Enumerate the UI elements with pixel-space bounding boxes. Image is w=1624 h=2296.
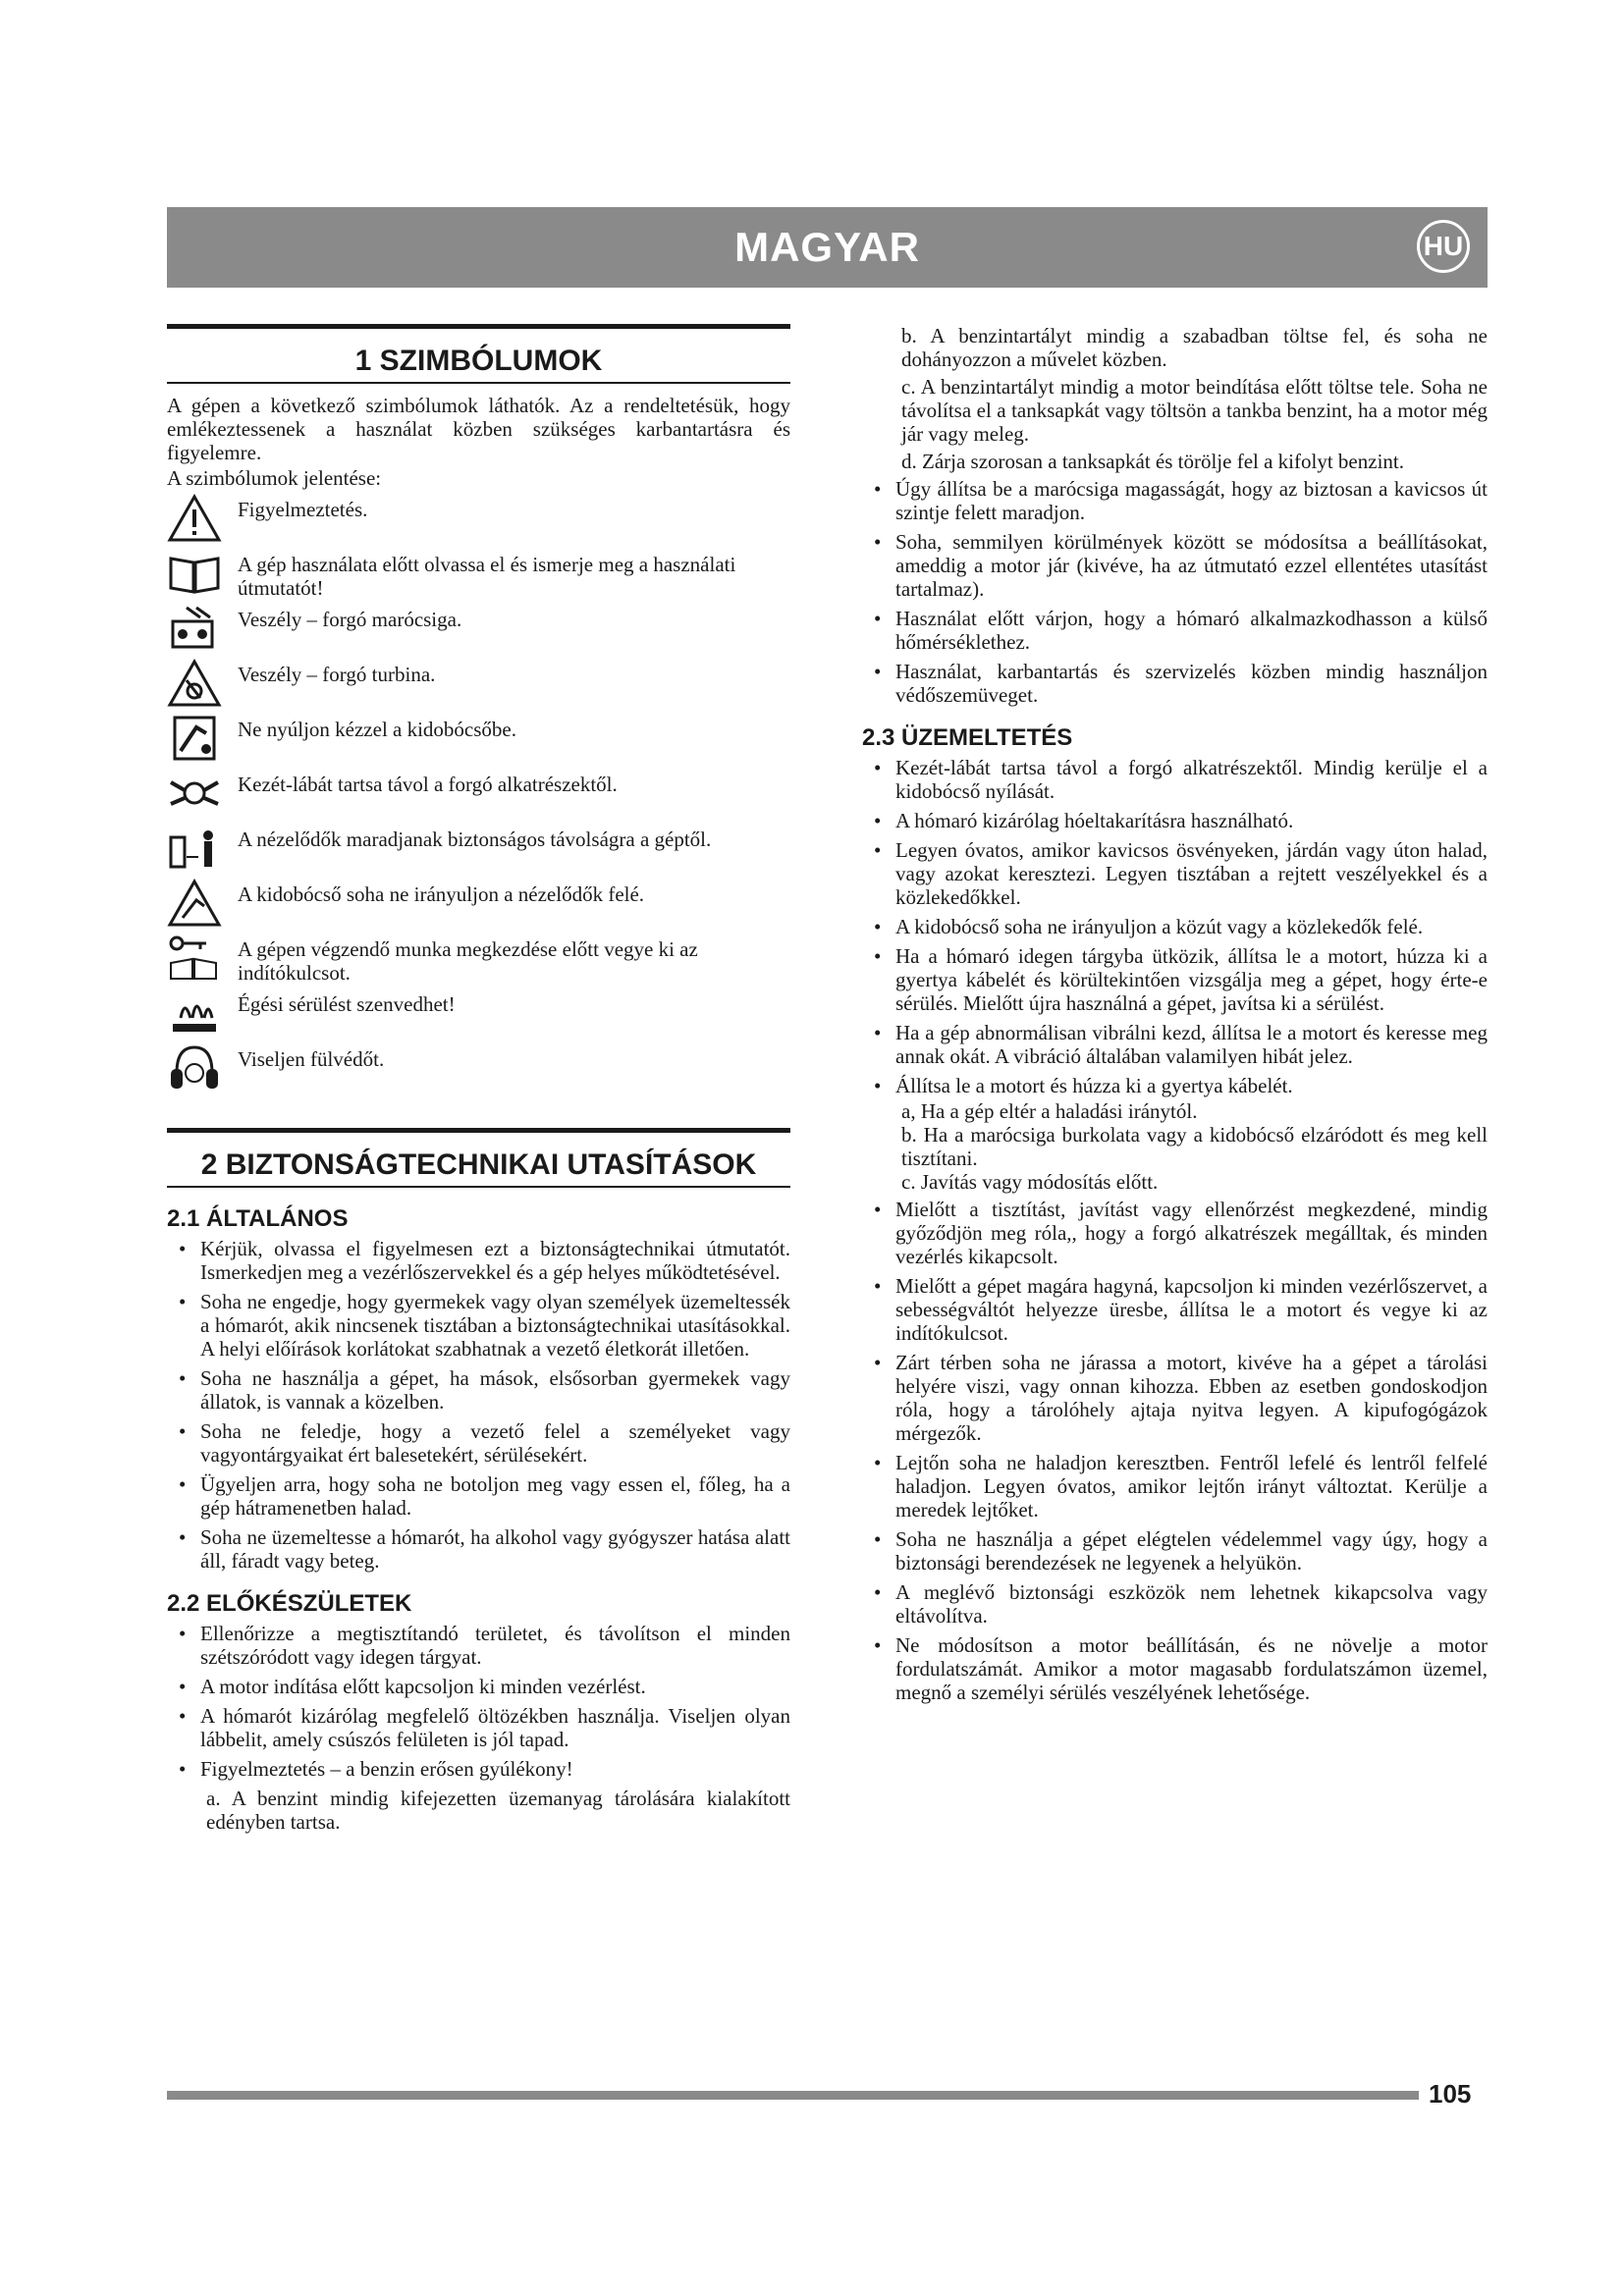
list-item: • Ha a hómaró idegen tárgyba ütközik, állítsa le a motort, húzza ki a gyertya kábelét és körültekintően vizsgálja meg a gépet, hogy érte-e sérülés. Mielőtt újra használná a gépet, javítsa ki a sérülést. bbox=[874, 944, 1488, 1015]
page-title: MAGYAR bbox=[734, 224, 920, 270]
bystander-distance-icon bbox=[167, 824, 222, 873]
list-item: • Soha ne használja a gépet elégtelen védelemmel vagy úgy, hogy a biztonsági berendezések ne legyenek a helyükön. bbox=[874, 1527, 1488, 1575]
list-item: • Soha, semmilyen körülmények között se módosítsa a beállításokat, ameddig a motor jár (kivéve, ha az útmutató ezzel ellentétes utasítást tartalmaz). bbox=[874, 530, 1488, 601]
rotating-auger-icon bbox=[167, 604, 222, 653]
symbol-row bbox=[167, 879, 790, 930]
language-badge: HU bbox=[1417, 220, 1470, 273]
preparations-list bbox=[167, 1622, 790, 1781]
symbol-row bbox=[167, 659, 790, 710]
list-item: • A kidobócső soha ne irányuljon a közút vagy a közlekedők felé. bbox=[874, 915, 1424, 938]
header-banner bbox=[167, 207, 1488, 288]
symbol-row bbox=[167, 824, 790, 875]
symbols-intro: A gépen a következő szimbólumok láthatók. Az a rendeltetésük, hogy emlékeztessenek a használat közben szükséges karbantartásra és figyelemre. bbox=[167, 394, 790, 464]
list-item: • Állítsa le a motort és húzza ki a gyertya kábelét. bbox=[874, 1074, 1293, 1097]
list-item: • Használat, karbantartás és szervizelés közben mindig használjon védőszemüveget. bbox=[874, 660, 1488, 707]
list-item: • A hómarót kizárólag megfelelő öltözékben használja. Viseljen olyan lábbelit, amely csúszós felületen is jól tapad. bbox=[179, 1704, 790, 1751]
list-item: • A meglévő biztonsági eszközök nem lehetnek kikapcsolva vagy eltávolítva. bbox=[874, 1580, 1488, 1628]
list-item: • A hómaró kizárólag hóeltakarításra használható. bbox=[874, 809, 1294, 832]
stop-sub-item: b. Ha a marócsiga burkolata vagy a kidobócső elzáródott és meg kell tisztítani. bbox=[901, 1123, 1488, 1170]
list-item: • Ne módosítson a motor beállításán, és ne növelje a motor fordulatszámát. Amikor a motor magasabb fordulatszámon üzemel, megnő a személyi sérülés veszélyének lehetősége. bbox=[874, 1633, 1488, 1704]
fuel-sub-item: b. A benzintartályt mindig a szabadban töltse fel, és soha ne dohányozzon a művelet közben. bbox=[901, 324, 1488, 371]
list-item: • Kérjük, olvassa el figyelmesen ezt a biztonságtechnikai útmutatót. Ismerkedjen meg a vezérlőszervekkel és a gép helyes működtetésével. bbox=[179, 1237, 790, 1284]
section-2-3-heading: 2.3 ÜZEMELTETÉS bbox=[862, 724, 1073, 751]
footer-rule bbox=[167, 2091, 1419, 2100]
symbol-row bbox=[167, 934, 790, 985]
symbol-text: A kidobócső soha ne irányuljon a nézelődők felé. bbox=[238, 882, 645, 906]
list-item: • A motor indítása előtt kapcsoljon ki minden vezérlést. bbox=[179, 1675, 646, 1698]
symbol-text: Égési sérülést szenvedhet! bbox=[238, 992, 456, 1016]
symbol-text: Ne nyúljon kézzel a kidobócsőbe. bbox=[238, 718, 516, 741]
symbol-text: Viseljen fülvédőt. bbox=[238, 1047, 385, 1071]
list-item: • Kezét-lábát tartsa távol a forgó alkatrészektől. Mindig kerülje el a kidobócső nyílását. bbox=[874, 756, 1488, 803]
symbol-text: A gépen végzendő munka megkezdése előtt vegye ki az indítókulcsot. bbox=[238, 937, 698, 985]
symbols-meaning-label: A szimbólumok jelentése: bbox=[167, 466, 382, 490]
section-2-1-heading: 2.1 ÁLTALÁNOS bbox=[167, 1205, 349, 1232]
stop-sub-item: a, Ha a gép eltér a haladási iránytól. bbox=[901, 1099, 1198, 1123]
warning-triangle-icon bbox=[167, 494, 222, 543]
page-number: 105 bbox=[1429, 2079, 1472, 2109]
operation-list bbox=[862, 756, 1488, 1097]
right-column bbox=[862, 324, 1488, 1710]
fuel-sub-item: d. Zárja szorosan a tanksapkát és törölje fel a kifolyt benzint. bbox=[901, 450, 1404, 473]
list-item: • Ellenőrizze a megtisztítandó területet, és távolítson el minden szétszóródott vagy idegen tárgyat. bbox=[179, 1622, 790, 1669]
stop-sub-item: c. Javítás vagy módosítás előtt. bbox=[901, 1170, 1159, 1194]
symbol-row bbox=[167, 494, 790, 545]
symbol-row bbox=[167, 549, 790, 600]
symbol-text: A gép használata előtt olvassa el és ismerje meg a használati útmutatót! bbox=[238, 553, 736, 600]
symbol-text: A nézelődők maradjanak biztonságos távolságra a géptől. bbox=[238, 828, 712, 851]
general-list bbox=[167, 1237, 790, 1573]
list-item: • Lejtőn soha ne haladjon keresztben. Fentről lefelé és lentről felfelé haladjon. Legyen óvatos, amikor lejtőn irányt változtat. Kerülje a meredek lejtőket. bbox=[874, 1451, 1488, 1522]
symbol-text: Veszély – forgó turbina. bbox=[238, 663, 436, 686]
hand-foot-rotating-icon bbox=[167, 769, 222, 818]
preparations-list-continued bbox=[862, 477, 1488, 707]
section-2-2-heading: 2.2 ELŐKÉSZÜLETEK bbox=[167, 1590, 412, 1617]
list-item: • Soha ne feledje, hogy a vezető felel a személyeket vagy vagyontárgyaikat ért balesetekért, sérülésekért. bbox=[179, 1419, 790, 1467]
list-item: • Használat előtt várjon, hogy a hómaró alkalmazkodhasson a külső hőmérséklethez. bbox=[874, 607, 1488, 654]
fuel-sub-item: c. A benzintartályt mindig a motor beindítása előtt töltse tele. Soha ne távolítsa el a tanksapkát vagy töltsön a tankba benzint, ha a motor még jár vagy meleg. bbox=[901, 375, 1488, 446]
operation-list-continued bbox=[862, 1198, 1488, 1704]
left-column bbox=[167, 324, 790, 1838]
fuel-sub-item: a. A benzint mindig kifejezetten üzemanyag tárolására kialakított edényben tartsa. bbox=[206, 1787, 790, 1834]
symbol-text: Kezét-lábát tartsa távol a forgó alkatrészektől. bbox=[238, 773, 618, 796]
ignition-key-icon bbox=[167, 934, 222, 983]
section-2-heading: 2 BIZTONSÁGTECHNIKAI UTASÍTÁSOK bbox=[167, 1128, 790, 1188]
symbol-row bbox=[167, 1043, 790, 1095]
symbol-row bbox=[167, 604, 790, 655]
list-item: • Figyelmeztetés – a benzin erősen gyúlékony! bbox=[179, 1757, 573, 1781]
list-item: • Ha a gép abnormálisan vibrálni kezd, állítsa le a motort és keresse meg annak okát. A vibráció általában valamilyen hibát jelez. bbox=[874, 1021, 1488, 1068]
chute-direction-icon bbox=[167, 879, 222, 928]
list-item: • Úgy állítsa be a marócsiga magasságát, hogy az biztosan a kavicsos út szintje felett maradjon. bbox=[874, 477, 1488, 524]
section-1-heading: 1 SZIMBÓLUMOK bbox=[167, 324, 790, 384]
ear-protection-icon bbox=[167, 1043, 222, 1093]
list-item: • Soha ne üzemeltesse a hómarót, ha alkohol vagy gyógyszer hatása alatt áll, fáradt vagy beteg. bbox=[179, 1525, 790, 1573]
list-item: • Zárt térben soha ne járassa a motort, kivéve ha a gépet a tárolási helyére viszi, vagy onnan kihozza. Ebben az esetben gondoskodjon róla, hogy a tárolóhely ajtaja nyitva legyen. A kipufogógázok mérgezők. bbox=[874, 1351, 1488, 1445]
list-item: • Soha ne használja a gépet, ha mások, elsősorban gyermekek vagy állatok, is vannak a közelben. bbox=[179, 1366, 790, 1414]
symbol-text: Figyelmeztetés. bbox=[238, 498, 368, 521]
list-item: • Mielőtt a gépet magára hagyná, kapcsoljon ki minden vezérlőszervet, a sebességváltót helyezze üresbe, állítsa le a motort és vegye ki az indítókulcsot. bbox=[874, 1274, 1488, 1345]
burn-hazard-icon bbox=[167, 988, 222, 1038]
manual-book-icon bbox=[167, 549, 222, 598]
list-item: • Legyen óvatos, amikor kavicsos ösvényeken, járdán vagy úton halad, vagy azokat keresztezi. Legyen tisztában a rejtett veszélyekkel és a közlekedőkkel. bbox=[874, 838, 1488, 909]
symbol-row bbox=[167, 769, 790, 820]
list-item: • Mielőtt a tisztítást, javítást vagy ellenőrzést megkezdené, mindig győződjön meg róla,, hogy a forgó alkatrészek megálltak, és minden vezérlés kikapcsolt. bbox=[874, 1198, 1488, 1268]
no-hand-chute-icon bbox=[167, 714, 222, 763]
symbol-row bbox=[167, 714, 790, 765]
list-item: • Soha ne engedje, hogy gyermekek vagy olyan személyek üzemeltessék a hómarót, akik nincsenek tisztában a biztonságtechnikai utasításokkal. A helyi előírások korlátokat szabhatnak a vezető életkorát illetően. bbox=[179, 1290, 790, 1361]
symbol-row bbox=[167, 988, 790, 1040]
list-item: • Ügyeljen arra, hogy soha ne botoljon meg vagy essen el, főleg, ha a gép hátramenetben halad. bbox=[179, 1472, 790, 1520]
symbol-text: Veszély – forgó marócsiga. bbox=[238, 608, 462, 631]
rotating-turbine-icon bbox=[167, 659, 222, 708]
symbol-list bbox=[167, 494, 790, 1095]
